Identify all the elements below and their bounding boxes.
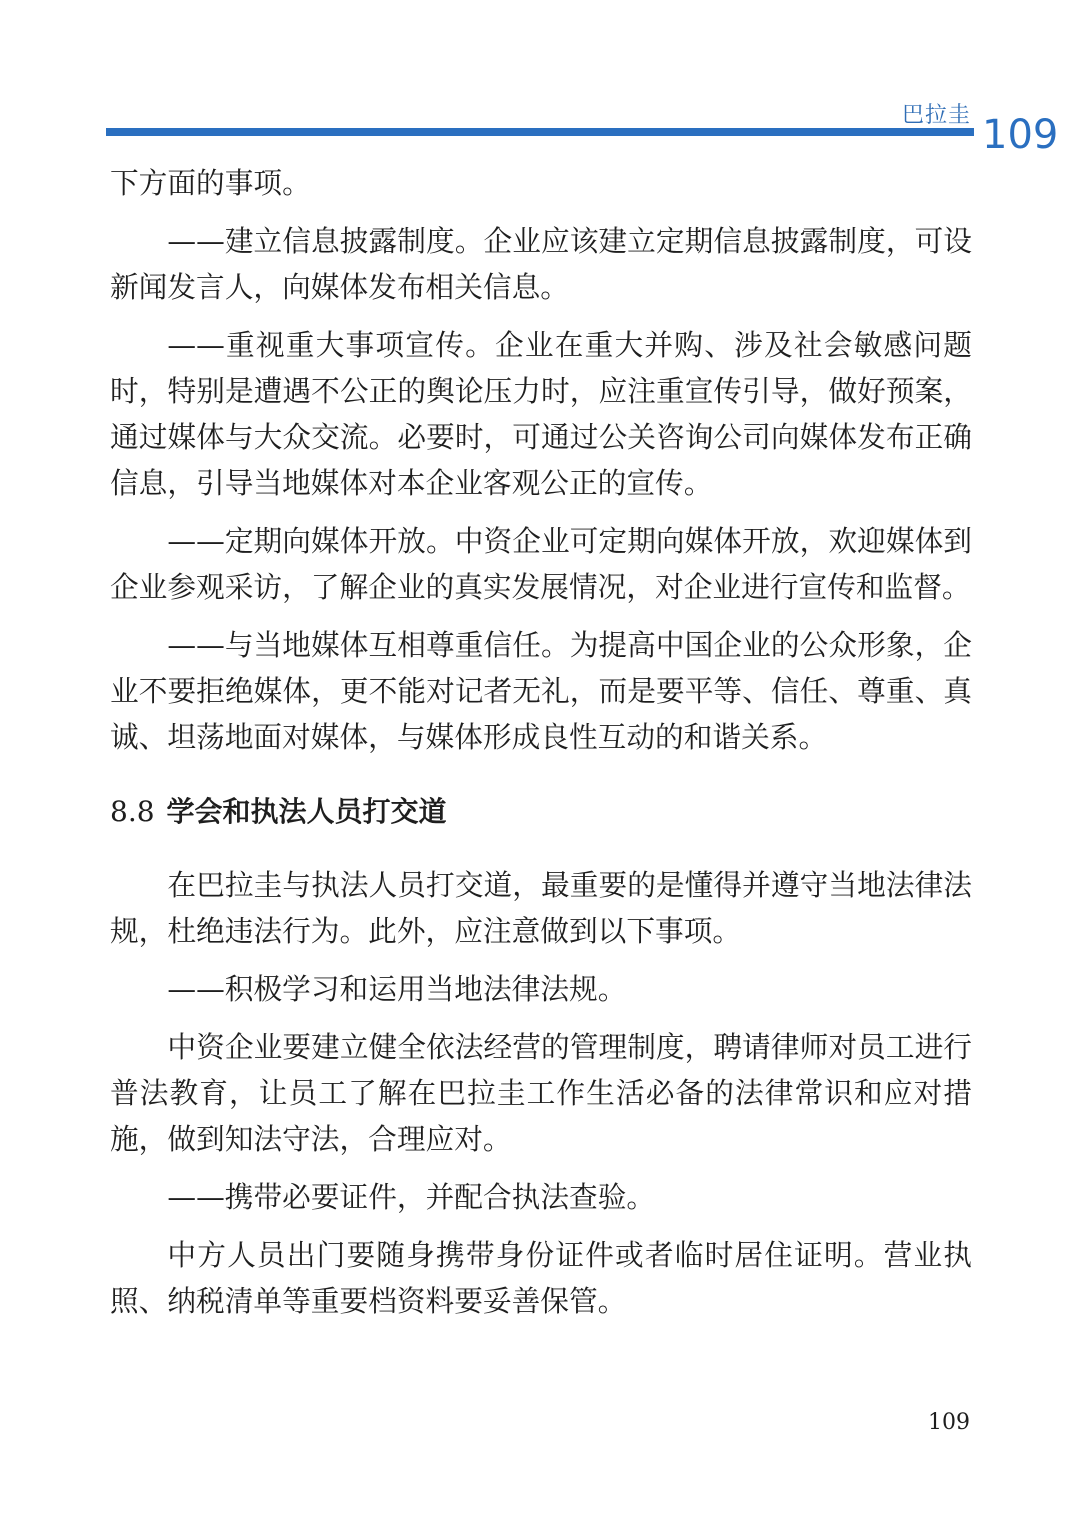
paragraph: ——携带必要证件，并配合执法查验。 (167, 1180, 656, 1214)
paragraph: 中方人员出门要随身携带身份证件或者临时居住证明。营业执照、纳税清单等重要档资料要妥善保管。 (110, 1238, 972, 1318)
footer-page-number: 109 (928, 1410, 970, 1435)
header-rule (106, 128, 974, 136)
paragraph: 在巴拉圭与执法人员打交道，最重要的是懂得并遵守当地法律法规，杜绝违法行为。此外，应注意做到以下事项。 (110, 868, 972, 948)
paragraph: ——建立信息披露制度。企业应该建立定期信息披露制度，可设新闻发言人，向媒体发布相关信息。 (110, 224, 972, 304)
header-page-number: 109 (982, 112, 1059, 158)
section-number: 8.8 (110, 795, 155, 828)
paragraph: ——重视重大事项宣传。企业在重大并购、涉及社会敏感问题时，特别是遭遇不公正的舆论压力时，应注重宣传引导，做好预案，通过媒体与大众交流。必要时，可通过公关咨询公司向媒体发布正确信息，引导当地媒体对本企业客观公正的宣传。 (110, 328, 972, 500)
paragraph: ——与当地媒体互相尊重信任。为提高中国企业的公众形象，企业不要拒绝媒体，更不能对记者无礼，而是要平等、信任、尊重、真诚、坦荡地面对媒体，与媒体形成良性互动的和谐关系。 (110, 628, 972, 754)
section-title: 学会和执法人员打交道 (166, 795, 447, 828)
section-heading (110, 792, 972, 832)
header-country-label: 巴拉圭 (902, 103, 972, 128)
paragraph: ——定期向媒体开放。中资企业可定期向媒体开放，欢迎媒体到企业参观采访，了解企业的真实发展情况，对企业进行宣传和监督。 (110, 524, 972, 604)
paragraph: 中资企业要建立健全依法经营的管理制度，聘请律师对员工进行普法教育，让员工了解在巴拉圭工作生活必备的法律常识和应对措施，做到知法守法，合理应对。 (110, 1030, 972, 1156)
page-body (110, 160, 972, 1336)
paragraph: ——积极学习和运用当地法律法规。 (167, 972, 627, 1006)
paragraph: 下方面的事项。 (110, 166, 311, 200)
